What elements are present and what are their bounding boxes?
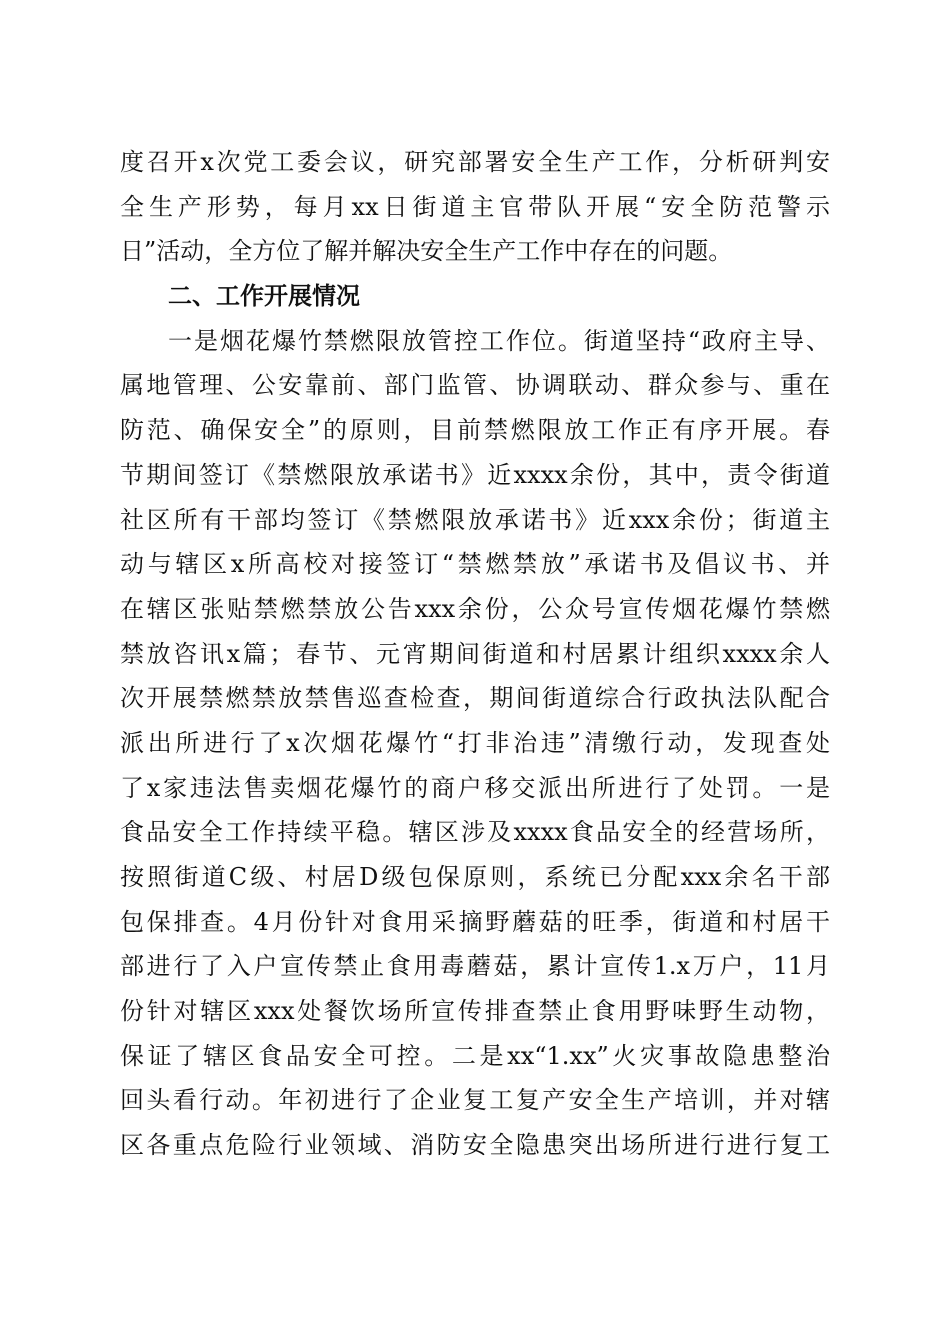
body-line: 在辖区张贴禁燃禁放公告xxx余份，公众号宣传烟花爆竹禁燃	[120, 594, 830, 623]
body-line: 禁放咨讯x篇；春节、元宵期间街道和村居累计组织xxxx余人	[120, 639, 830, 668]
body-line: 部进行了入户宣传禁止食用毒蘑菇，累计宣传1.x万户，11月	[120, 952, 830, 981]
intro-line: 全生产形势，每月xx日街道主官带队开展“安全防范警示	[120, 192, 830, 221]
intro-line: 度召开x次党工委会议，研究部署安全生产工作，分析研判安	[120, 148, 830, 176]
body-line: 食品安全工作持续平稳。辖区涉及xxxx食品安全的经营场所，	[120, 818, 830, 847]
body-line: 包保排查。4月份针对食用采摘野蘑菇的旺季，街道和村居干	[120, 907, 830, 936]
body-line: 派出所进行了x次烟花爆竹“打非治违”清缴行动，发现查处	[120, 728, 830, 757]
body-line: 保证了辖区食品安全可控。二是xx“1.xx”火灾事故隐患整治	[120, 1041, 830, 1070]
body-line: 区各重点危险行业领域、消防安全隐患突出场所进行进行复工	[120, 1131, 830, 1160]
body-line: 社区所有干部均签订《禁燃限放承诺书》近xxx余份；街道主	[120, 505, 830, 534]
body-line: 一是烟花爆竹禁燃限放管控工作位。街道坚持“政府主导、	[168, 326, 830, 355]
document-body	[120, 140, 830, 1168]
body-line: 份针对辖区xxx处餐饮场所宣传排查禁止食用野味野生动物，	[120, 997, 830, 1026]
body-line: 了x家违法售卖烟花爆竹的商户移交派出所进行了处罚。一是	[120, 773, 830, 802]
body-line: 回头看行动。年初进行了企业复工复产安全生产培训，并对辖	[120, 1086, 830, 1115]
body-line: 属地管理、公安靠前、部门监管、协调联动、群众参与、重在	[120, 371, 830, 400]
section-heading: 二、工作开展情况	[168, 282, 360, 311]
body-line: 节期间签订《禁燃限放承诺书》近xxxx余份，其中，责令街道	[120, 460, 830, 489]
body-line: 动与辖区x所高校对接签订“禁燃禁放”承诺书及倡议书、并	[120, 550, 830, 579]
body-line: 次开展禁燃禁放禁售巡查检查，期间街道综合行政执法队配合	[120, 684, 830, 713]
intro-line: 日”活动，全方位了解并解决安全生产工作中存在的问题。	[120, 237, 733, 266]
body-line: 防范、确保安全”的原则，目前禁燃限放工作正有序开展。春	[120, 416, 830, 445]
body-line: 按照街道C级、村居D级包保原则，系统已分配xxx余名干部	[120, 863, 830, 891]
